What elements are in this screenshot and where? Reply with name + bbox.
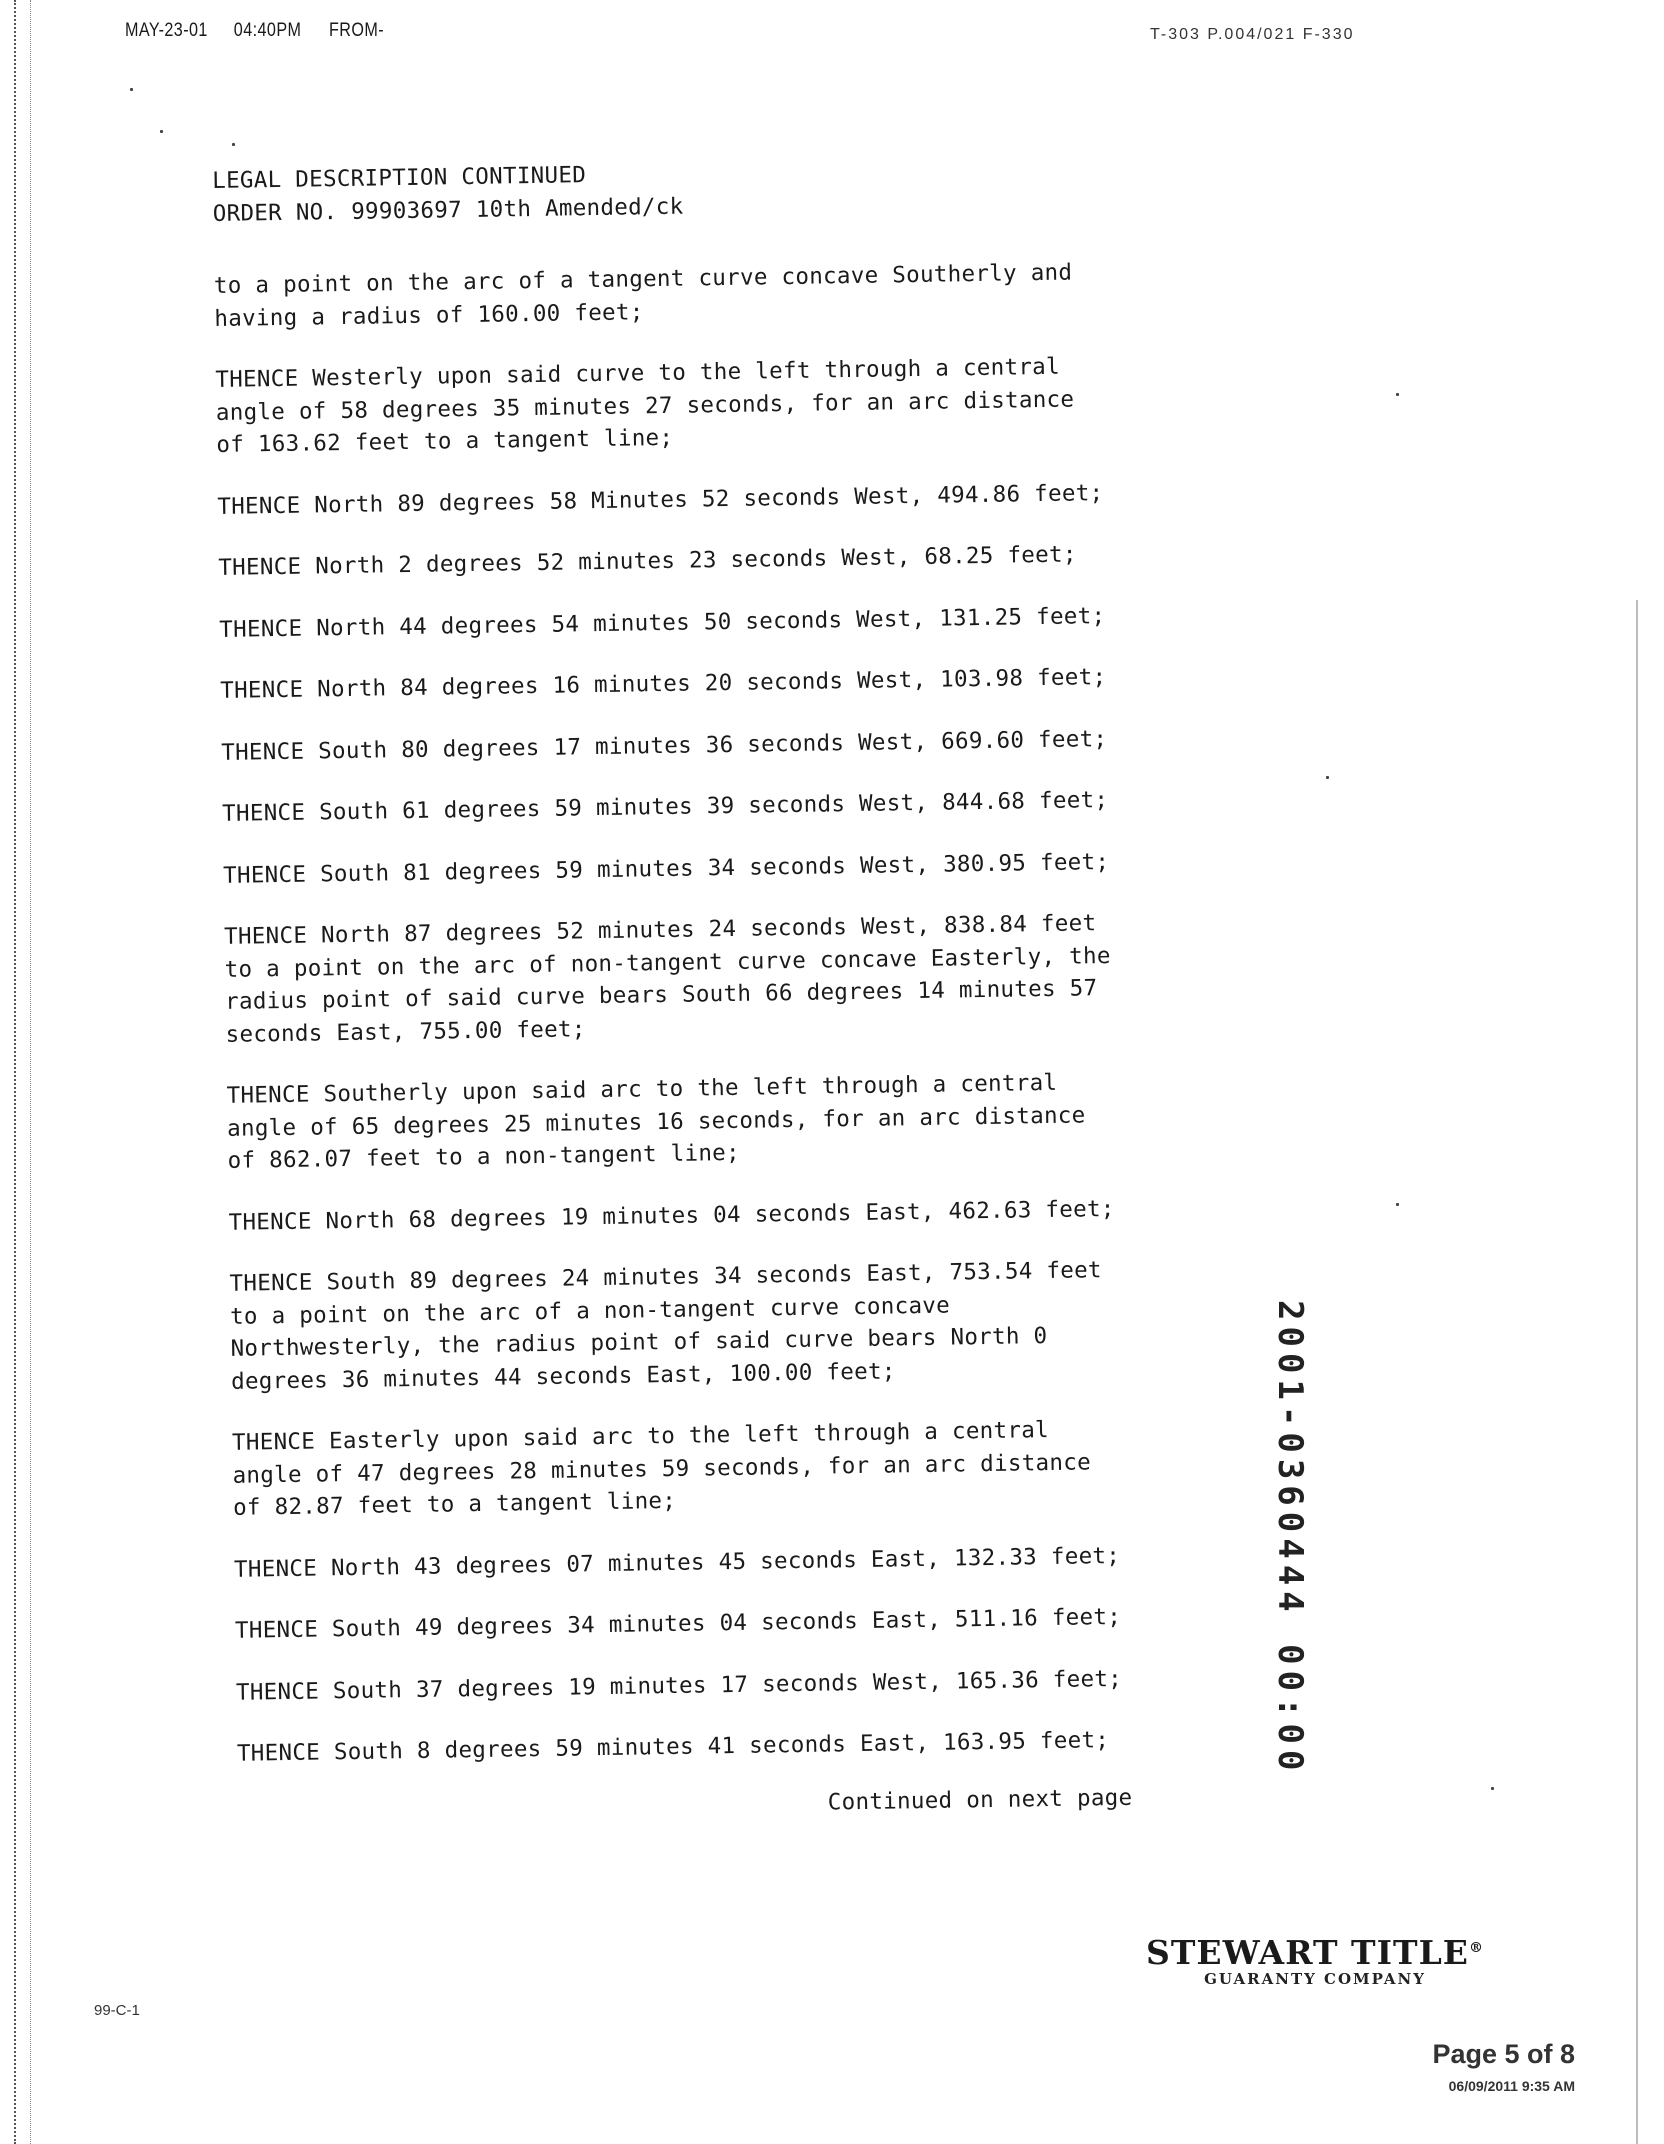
legal-description <box>212 149 1238 1828</box>
legal-paragraph: THENCE North 44 degrees 54 minutes 50 seconds West, 131.25 feet; <box>219 602 1106 643</box>
legal-paragraph: THENCE North 87 degrees 52 minutes 24 seconds West, 838.84 feet to a point on the arc of non-tangent curve concave Easterly, the radius point of said curve bears South 66 degrees 14 minutes 57 seconds East, 755.00 feet; <box>223 910 1111 1048</box>
scan-speck <box>1326 776 1329 779</box>
scan-right-edge <box>1636 600 1638 2144</box>
legal-paragraph: THENCE North 43 degrees 07 minutes 45 seconds East, 132.33 feet; <box>233 1542 1121 1583</box>
document-heading <box>212 149 1213 230</box>
legal-paragraph: THENCE Westerly upon said curve to the left through a central angle of 58 degrees 35 minutes 27 seconds, for an arc distance of 163.62 feet to a tangent line; <box>215 353 1075 458</box>
legal-paragraph: THENCE South 61 degrees 59 minutes 39 seconds West, 844.68 feet; <box>221 787 1109 827</box>
paragraph-list <box>214 254 1237 1770</box>
scan-left-edge <box>14 0 19 2144</box>
scan-left-edge-inner <box>30 0 33 2144</box>
logo-subtitle: GUARANTY COMPANY <box>1204 1970 1426 1988</box>
order-number: ORDER NO. 99903697 10th Amended/ck <box>212 193 684 227</box>
legal-paragraph: THENCE Easterly upon said arc to the left through a central angle of 47 degrees 28 minutes 59 seconds, for an arc distance of 82.87 feet to a tangent line; <box>231 1417 1092 1521</box>
legal-paragraph: THENCE South 89 degrees 24 minutes 34 seconds East, 753.54 feet to a point on the arc of a non-tangent curve concave Northwesterly, the radius point of said curve bears North 0 degrees 36 minutes 44 seconds East, 100.00 feet; <box>229 1257 1102 1395</box>
scan-speck <box>1396 393 1399 396</box>
legal-paragraph: THENCE South 8 degrees 59 minutes 41 seconds East, 163.95 feet; <box>236 1727 1110 1767</box>
legal-paragraph: THENCE North 2 degrees 52 minutes 23 seconds West, 68.25 feet; <box>218 541 1077 581</box>
fax-header <box>125 20 1263 54</box>
scan-speck <box>130 88 133 91</box>
legal-paragraph: THENCE South 49 degrees 34 minutes 04 seconds East, 511.16 feet; <box>234 1603 1122 1644</box>
fax-page-info: T-303 P.004/021 F-330 <box>1150 26 1355 43</box>
fax-date: MAY-23-01 <box>125 20 208 41</box>
legal-paragraph: THENCE South 81 degrees 59 minutes 34 seconds West, 380.95 feet; <box>222 848 1110 889</box>
scan-speck <box>232 143 235 146</box>
scan-speck <box>1491 1787 1494 1790</box>
legal-paragraph: THENCE Southerly upon said arc to the left through a central angle of 65 degrees 25 minutes 16 seconds, for an arc distance of 862.07 feet to a non-tangent line; <box>226 1069 1086 1174</box>
fax-time: 04:40PM <box>233 20 302 41</box>
legal-paragraph: THENCE North 68 degrees 19 minutes 04 seconds East, 462.63 feet; <box>228 1195 1115 1236</box>
page-number: Page 5 of 8 <box>1432 2039 1575 2069</box>
scan-speck <box>1396 1203 1399 1206</box>
print-timestamp: 06/09/2011 9:35 AM <box>1448 2078 1575 2094</box>
legal-paragraph: to a point on the arc of a tangent curve concave Southerly and having a radius of 160.00 feet; <box>213 259 1073 332</box>
heading-title: LEGAL DESCRIPTION CONTINUED <box>212 162 587 194</box>
company-logo <box>1115 1933 1515 1988</box>
legal-paragraph: THENCE South 37 degrees 19 minutes 17 seconds West, 165.36 feet; <box>235 1665 1123 1706</box>
fax-from: FROM- <box>329 20 385 41</box>
legal-paragraph: THENCE South 80 degrees 17 minutes 36 seconds West, 669.60 feet; <box>221 725 1108 766</box>
logo-name: STEWART TITLE® <box>1146 1933 1484 1972</box>
legal-paragraph: THENCE North 84 degrees 16 minutes 20 seconds West, 103.98 feet; <box>220 664 1107 704</box>
form-code: 99-C-1 <box>94 2002 140 2019</box>
scan-speck <box>160 130 163 133</box>
continued-note: Continued on next page <box>827 1784 1133 1816</box>
legal-paragraph: THENCE North 89 degrees 58 Minutes 52 seconds West, 494.86 feet; <box>217 479 1104 520</box>
recording-stamp: 2001-0360444 00:00 <box>1269 1300 1310 1777</box>
